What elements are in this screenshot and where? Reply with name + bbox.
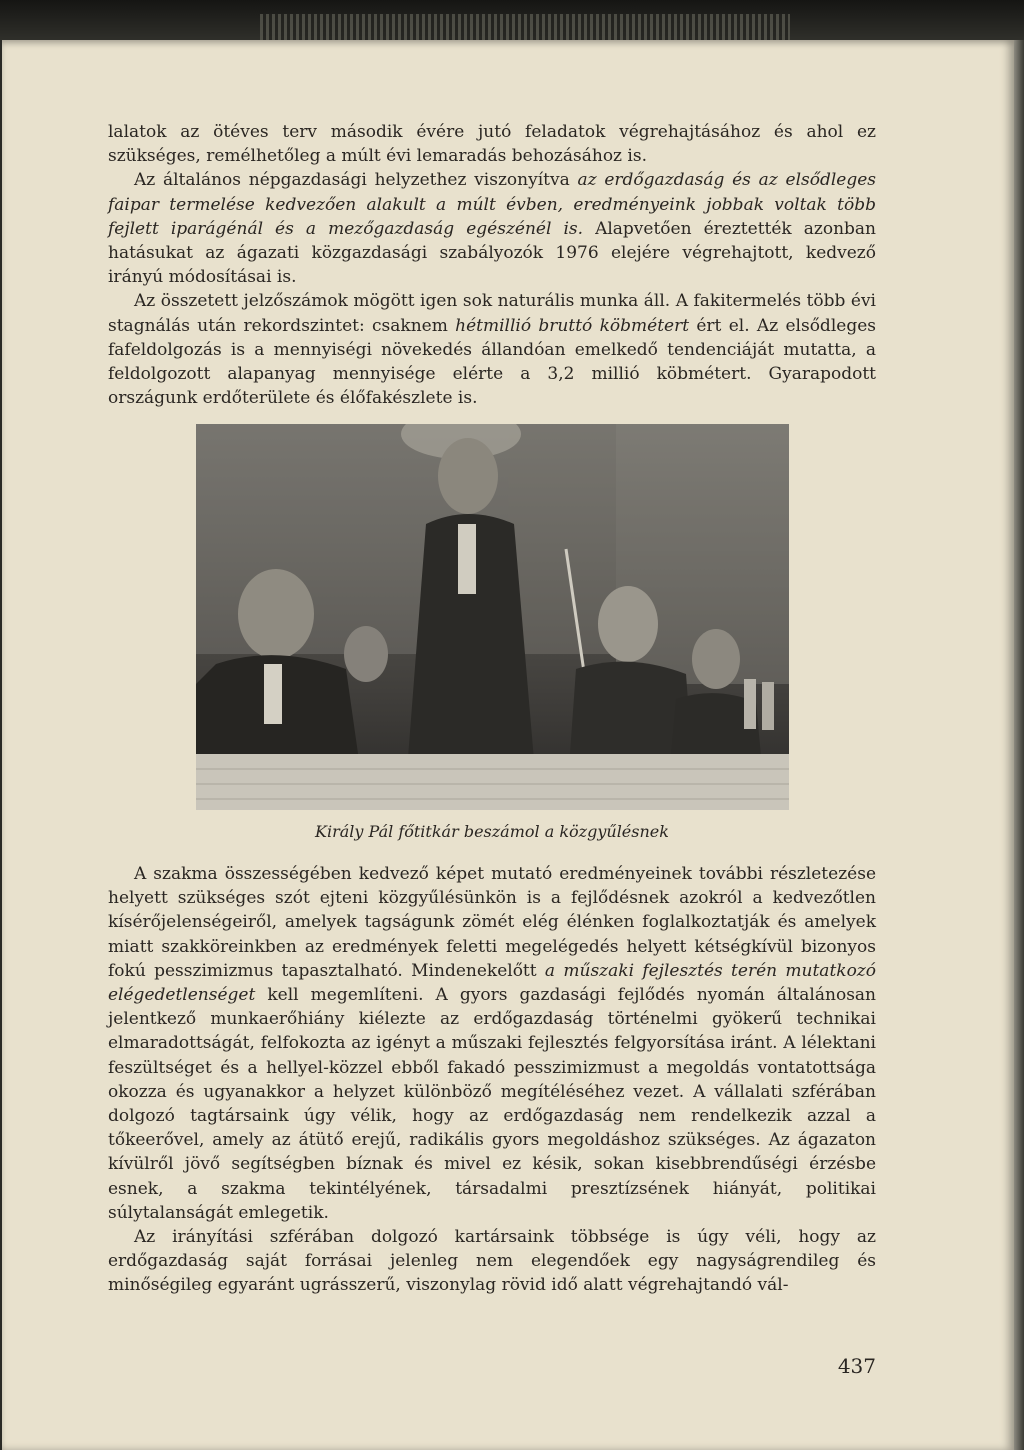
paragraph-text: lalatok az ötéves terv második évére jutó feladatok végrehajtásához és ahol ez szükséges, remélhetőleg a múlt évi lemaradás behozásához is. bbox=[108, 122, 876, 167]
paragraph-text: Az összetett jelzőszámok mögött igen sok naturális munka áll. A fakitermelés több évi stagnálás után rekordszintet: csaknem bbox=[108, 291, 876, 336]
paragraph bbox=[108, 862, 876, 1225]
paragraph bbox=[108, 1225, 876, 1298]
photo-illustration bbox=[196, 424, 789, 810]
paragraph-emphasis: az erdőgazdaság és az elsődleges faipar termelése kedvezően alakult a múlt évben, eredményeink jobbak voltak több fejlett iparágénál és a mezőgazdaság egészénél is. bbox=[108, 170, 877, 239]
paragraph-emphasis: a műszaki fejlesztés terén mutatkozó elégedetlenséget bbox=[108, 960, 876, 1006]
paragraph bbox=[108, 168, 876, 289]
paragraph-text: Alapvetően éreztették azonban hatásukat az ágazati közgazdasági szabályozók 1976 elejére végrehajtott, kedvező irányú módosításai is. bbox=[108, 218, 877, 288]
paragraph bbox=[108, 120, 876, 168]
paragraph-emphasis: hétmillió bruttó köbmétert bbox=[455, 315, 690, 336]
paragraph-text: Az irányítási szférában dolgozó kartársaink többsége is úgy véli, hogy az erdőgazdaság saját forrásai jelenleg nem elegendőek egy nagyságrendileg és minőségileg egyaránt ugrásszerű, viszonylag rövid idő alatt végrehajtandó vál- bbox=[108, 1227, 876, 1296]
text-block-top bbox=[108, 120, 876, 410]
paragraph-text: kell megemlíteni. A gyors gazdasági fejlődés nyomán általánosan jelentkező munkaerőhiány kiélezte az erdőgazdaság történelmi gyökerű technikai elmaradottságát, felfokozta az igényt a műszaki fejlesztés felgyorsítása iránt. A lélektani feszültséget és a hellyel-közzel ebből fakadó pesszimizmust a megoldás vontatottsága okozza és ugyanakkor a helyzet különböző megítéléséhez vezet. A vállalati szférában dolgozó tagtársaink úgy vélik, hogy az erdőgazdaság nem rendelkezik azzal a tőkeerővel, amely az átütő erejű, radikális gyors megoldáshoz szükséges. Az ágazaton kívülről jövő segítségben bíznak és mivel ez késik, sokan kisebbrendűségi érzésbe esnek, a szakma tekintélyének, társadalmi presztízsének hiányát, politikai súlytalanságát emlegetik. bbox=[108, 985, 876, 1223]
text-block-bottom bbox=[108, 862, 876, 1298]
paragraph-text: Az általános népgazdasági helyzethez viszonyítva bbox=[134, 170, 578, 191]
paragraph-text: ért el. Az elsődleges fafeldolgozás is a mennyiségi növekedés állandóan emelkedő tendenciáját mutatta, a feldolgozott alapanyag mennyisége elérte a 3,2 millió köbmétert. Gyarapodott országunk erdőterülete és élőfakészlete is. bbox=[108, 315, 876, 409]
photo-speaker-at-meeting bbox=[196, 424, 789, 810]
page-right-edge bbox=[1014, 40, 1024, 1450]
paragraph bbox=[108, 289, 876, 410]
page-number: 437 bbox=[837, 1354, 876, 1378]
photo-caption: Király Pál főtitkár beszámol a közgyűlésnek bbox=[315, 822, 669, 841]
paragraph-text: A szakma összességében kedvező képet mutató eredményeinek további részletezése helyett szükséges szót ejteni közgyűlésünkön is a fejlődésnek azokról a kedvezőtlen kísérőjelenségeiről, amelyek tagságunk zömét elég élénken foglalkoztatják és amelyek miatt szakköreinkben az eredmények feletti megelégedés helyett kétségkívül bizonyos fokú pesszimizmus tapasztalható. Mindenekelőtt bbox=[108, 864, 876, 981]
